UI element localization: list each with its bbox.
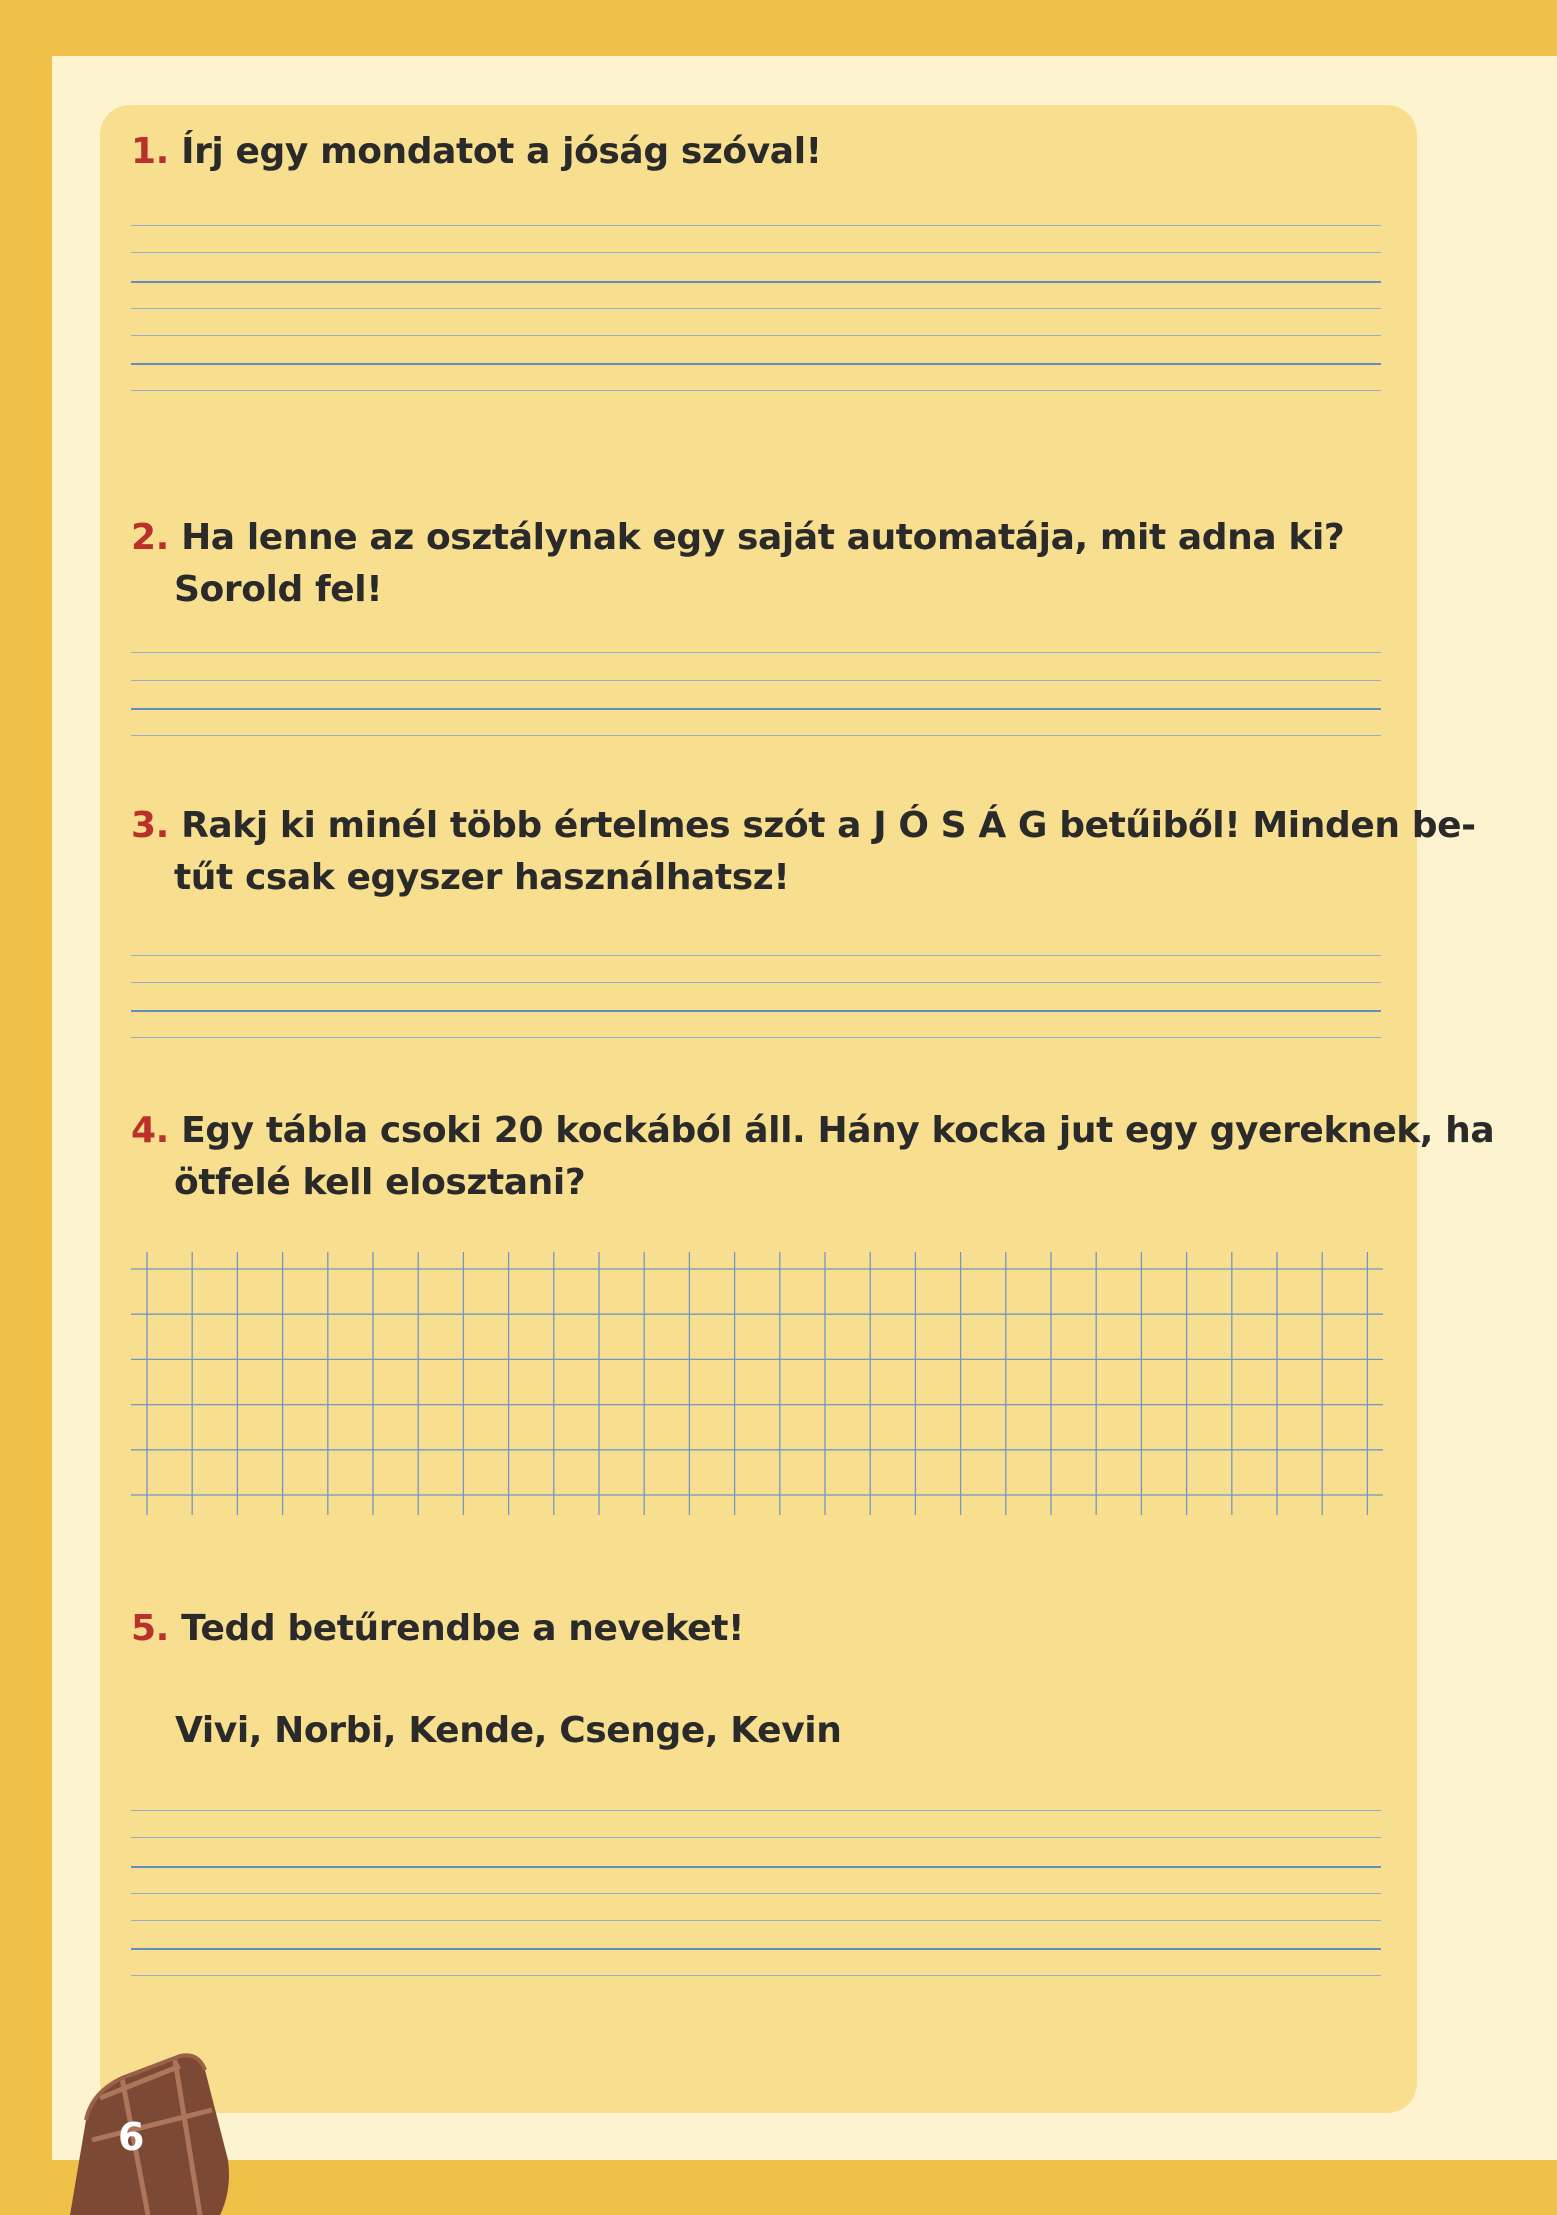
question-5 (131, 1603, 744, 1655)
question-3-number: 3. (131, 805, 169, 846)
question-4-continuation: ötfelé kell elosztani? (174, 1162, 586, 1203)
question-5-number: 5. (131, 1608, 169, 1649)
question-2-text: Ha lenne az osztálynak egy saját automatája, mit adna ki? (181, 517, 1345, 558)
question-4-number: 4. (131, 1110, 169, 1151)
math-grid[interactable] (131, 1252, 1383, 1515)
question-2-continuation: Sorold fel! (174, 569, 383, 610)
question-1-number: 1. (131, 131, 169, 172)
names-list: Vivi, Norbi, Kende, Csenge, Kevin (175, 1710, 842, 1751)
question-1 (131, 126, 822, 178)
page-number: 6 (118, 2115, 145, 2159)
question-2-number: 2. (131, 517, 169, 558)
question-3-text: Rakj ki minél több értelmes szót a J Ó S Á G betűiből! Minden be- (181, 805, 1476, 846)
chocolate-piece-icon (30, 2000, 230, 2215)
question-2 (131, 512, 1344, 616)
question-5-text: Tedd betűrendbe a neveket! (181, 1608, 745, 1649)
question-4-text: Egy tábla csoki 20 kockából áll. Hány kocka jut egy gyereknek, ha (181, 1110, 1495, 1151)
question-4 (131, 1105, 1494, 1209)
question-1-text: Írj egy mondatot a jóság szóval! (181, 131, 822, 172)
question-3 (131, 800, 1476, 904)
question-3-continuation: tűt csak egyszer használhatsz! (174, 857, 790, 898)
